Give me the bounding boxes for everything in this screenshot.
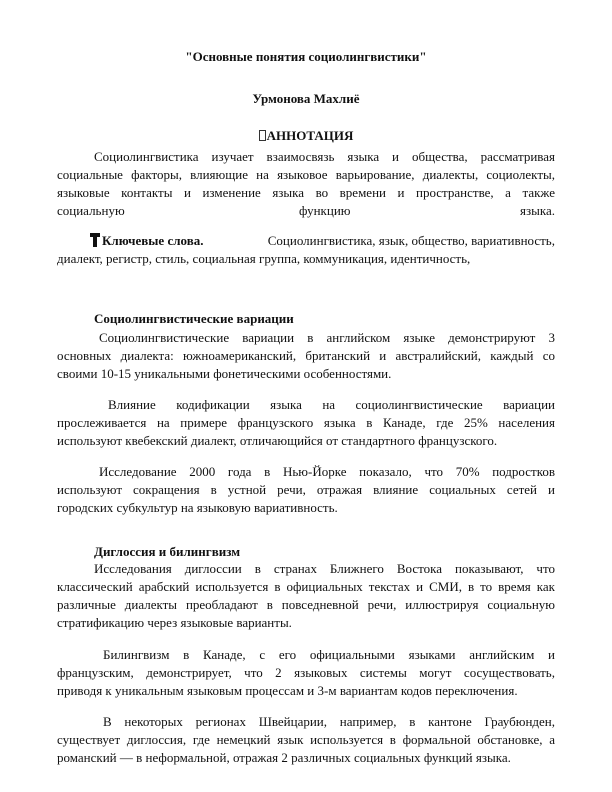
s1p3-line-1: Исследование 2000 года в Нью-Йорке показало, что 70% подростков — [99, 464, 555, 479]
keywords-line-2: диалект, регистр, стиль, социальная группа, коммуникация, идентичность, — [57, 251, 471, 266]
s1p1-line-3: своими 10-15 уникальными фонетическими особенностями. — [57, 366, 392, 381]
s2p2-line-3: приводя к уникальным языковым процессам и 3-м вариантам кодов переключения. — [57, 683, 518, 698]
keywords-line-1 — [90, 233, 555, 249]
s2p3-line-1: В некоторых регионах Швейцарии, например, в кантоне Граубюнден, — [103, 714, 555, 729]
s2p1-line-2: классический арабский используется в официальных текстах и СМИ, в то время как — [57, 579, 555, 594]
section-heading-variations: Социолингвистические вариации — [94, 311, 294, 326]
annotation-word-3: языка. — [520, 203, 555, 218]
annotation-heading: АННОТАЦИЯ — [266, 128, 354, 143]
annotation-line-3: языковые контакты и изменение языка во времени и пространстве, а также — [57, 185, 555, 200]
s1p2-line-2: прослеживается на примере французского языка в Канаде, где 25% населения — [57, 415, 555, 430]
s1p1-line-1: Социолингвистические вариации в английском языке демонстрируют 3 — [99, 330, 555, 345]
keywords-label: Ключевые слова. — [102, 233, 204, 248]
s2p3-line-3: романский — в неформальной, отражая 2 различных социальных функций языка. — [57, 750, 511, 765]
keywords-text-1: Социолингвистика, язык, общество, вариативность, — [267, 233, 555, 248]
s1p3-line-3: городских субкультур на языковую вариативность. — [57, 500, 338, 515]
annotation-line-1: Социолингвистика изучает взаимосвязь языка и общества, рассматривая — [94, 149, 555, 164]
s2p1-line-1: Исследования диглоссии в странах Ближнего Востока показывают, что — [94, 561, 555, 576]
keywords-label-row — [90, 233, 203, 249]
s2p3-line-2: существует диглоссия, где немецкий язык используется в формальной обстановке, а — [57, 732, 555, 747]
section-heading-diglossia: Диглоссия и билингвизм — [94, 544, 241, 559]
s2p1-line-3: различные диалекты преобладают в повседневной речи, иллюстрируя социальную — [57, 597, 555, 612]
missing-glyph-icon — [259, 130, 266, 141]
s2p2-line-2: французским, демонстрирует, что 2 языковых системы могут сосуществовать, — [57, 665, 555, 680]
annotation-heading-row — [0, 128, 612, 144]
annotation-word-1: социальную — [57, 203, 125, 218]
s1p1-line-2: основных диалекта: южноамериканский, британский и австралийский, каждый со — [57, 348, 555, 363]
document-title: "Основные понятия социолингвистики" — [185, 49, 427, 64]
pin-bullet-icon — [90, 233, 100, 247]
annotation-word-2: функцию — [299, 203, 351, 218]
s2p1-line-4: стратификацию через языковые варианты. — [57, 615, 292, 630]
author-name: Урмонова Махлиё — [252, 91, 360, 106]
s1p2-line-1: Влияние кодификации языка на социолингвистические вариации — [108, 397, 555, 412]
annotation-line-2: социальные факторы, влияющие на языковое варьирование, диалекты, социолекты, — [57, 167, 555, 182]
s1p2-line-3: используют квебекский диалект, отличающийся от стандартного французского. — [57, 433, 498, 448]
s1p3-line-2: используют сокращения в устной речи, отражая влияние социальных сетей и — [57, 482, 555, 497]
s2p2-line-1: Билингвизм в Канаде, с его официальными языками английским и — [103, 647, 555, 662]
